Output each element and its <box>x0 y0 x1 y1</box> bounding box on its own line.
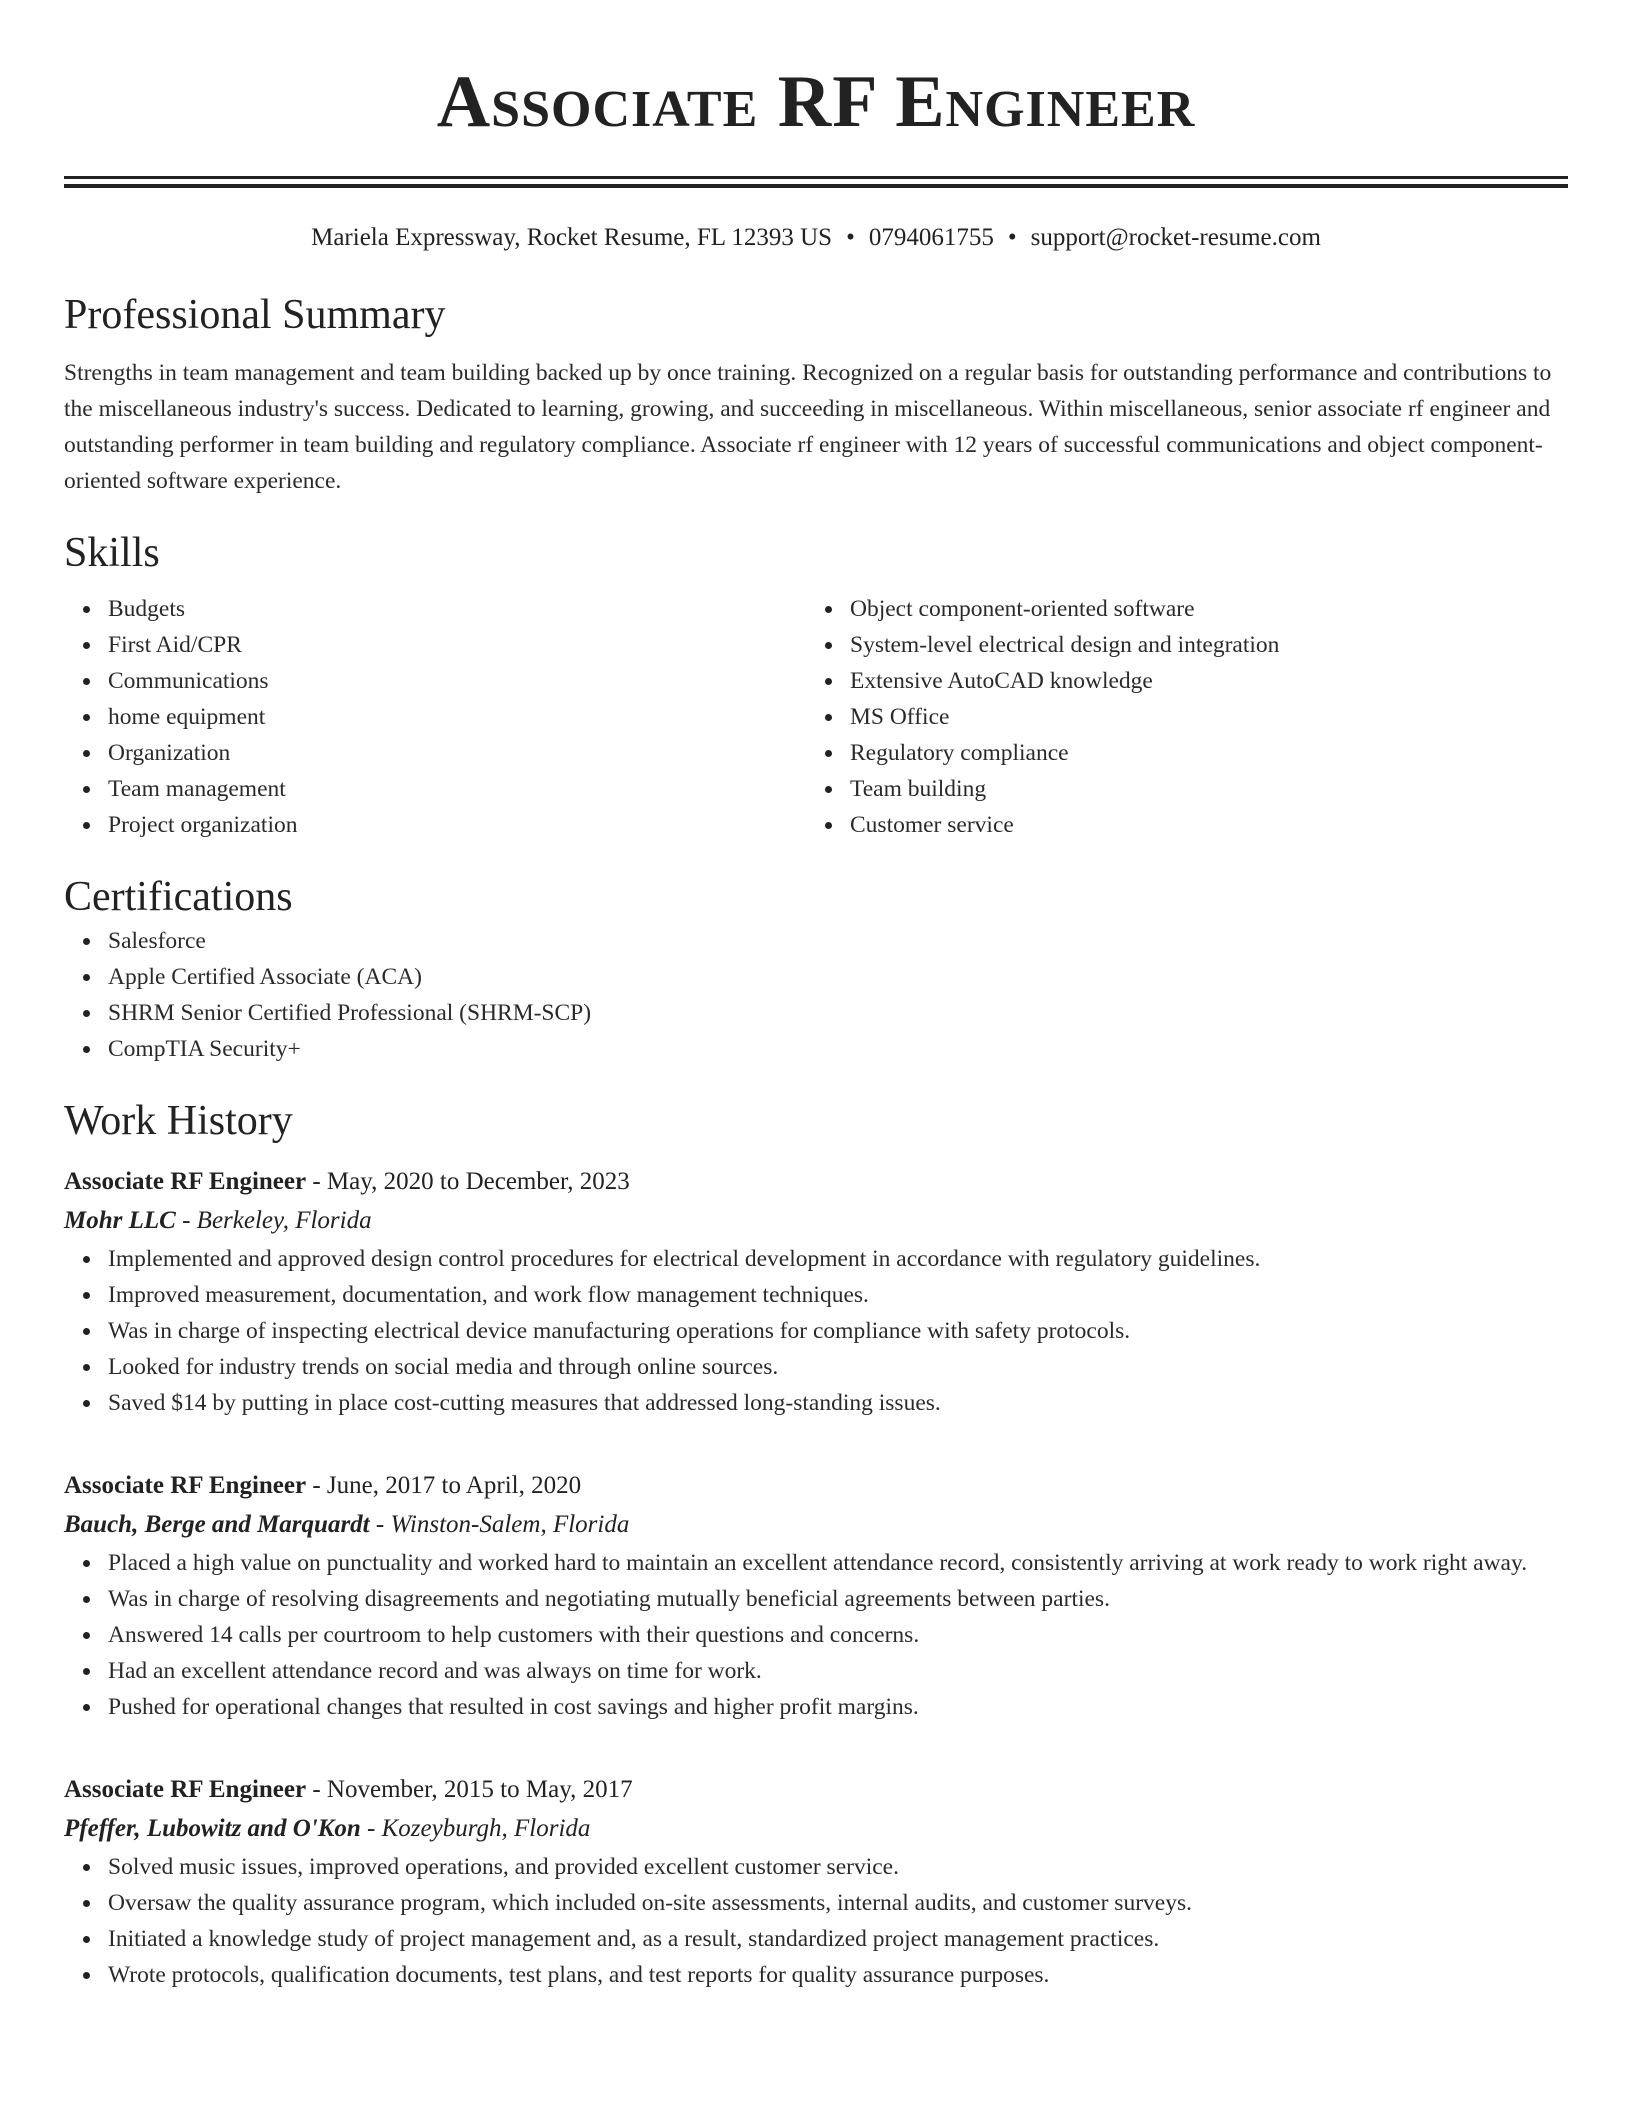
skill-item: Extensive AutoCAD knowledge <box>850 663 1548 699</box>
job-duty-item: Improved measurement, documentation, and work flow management techniques. <box>108 1277 1568 1313</box>
skill-item: Object component-oriented software <box>850 591 1548 627</box>
skill-item: Organization <box>108 735 806 771</box>
company-location: - Kozeyburgh, Florida <box>360 1815 591 1842</box>
job-duty-item: Placed a high value on punctuality and worked hard to maintain an excellent attendance record, consistently arriving at work ready to work right away. <box>108 1545 1568 1581</box>
job-duty-item: Saved $14 by putting in place cost-cutting measures that addressed long-standing issues. <box>108 1385 1568 1421</box>
skill-item: Team management <box>108 771 806 807</box>
skills-list-left <box>64 591 806 843</box>
certification-item: SHRM Senior Certified Professional (SHRM-SCP) <box>108 995 1568 1031</box>
skills-column-left <box>64 591 806 843</box>
job-duties-list <box>64 1849 1568 1993</box>
job-duties-list <box>64 1241 1568 1421</box>
job-title-line <box>64 1163 1568 1201</box>
skill-item: Project organization <box>108 807 806 843</box>
skill-item: home equipment <box>108 699 806 735</box>
contact-phone: 0794061755 <box>868 224 994 251</box>
skill-item: System-level electrical design and integration <box>850 627 1548 663</box>
skill-item: Budgets <box>108 591 806 627</box>
job-company-line <box>64 1505 1568 1545</box>
contact-separator: • <box>1007 224 1017 251</box>
job-company-line <box>64 1809 1568 1849</box>
job-duty-item: Solved music issues, improved operations, and provided excellent customer service. <box>108 1849 1568 1885</box>
skills-heading: Skills <box>64 530 160 576</box>
job-duty-item: Had an excellent attendance record and was always on time for work. <box>108 1653 1568 1689</box>
job-duty-item: Implemented and approved design control procedures for electrical development in accordance with regulatory guidelines. <box>108 1241 1568 1277</box>
job-duties-list <box>64 1545 1568 1725</box>
certifications-heading: Certifications <box>64 874 293 920</box>
resume-title: Associate RF Engineer <box>436 61 1196 143</box>
title-double-rule <box>64 176 1568 188</box>
contact-separator: • <box>846 224 855 251</box>
company-name: Mohr LLC <box>64 1207 176 1234</box>
work-history-heading: Work History <box>64 1098 293 1144</box>
job-title: Associate RF Engineer <box>64 1168 307 1195</box>
company-location: - Winston-Salem, Florida <box>369 1511 630 1538</box>
job-company-line <box>64 1201 1568 1241</box>
skills-list-right <box>806 591 1548 843</box>
certification-item: Salesforce <box>108 923 1568 959</box>
skill-item: MS Office <box>850 699 1548 735</box>
job-duty-item: Was in charge of inspecting electrical device manufacturing operations for compliance with safety protocols. <box>108 1313 1568 1349</box>
company-name: Bauch, Berge and Marquardt <box>64 1511 370 1538</box>
certification-item: Apple Certified Associate (ACA) <box>108 959 1568 995</box>
company-name: Pfeffer, Lubowitz and O'Kon <box>64 1815 361 1842</box>
certification-item: CompTIA Security+ <box>108 1031 1568 1067</box>
job-duty-item: Looked for industry trends on social media and through online sources. <box>108 1349 1568 1385</box>
job-entry <box>64 1467 1568 1725</box>
job-duty-item: Initiated a knowledge study of project management and, as a result, standardized project management practices. <box>108 1921 1568 1957</box>
job-duty-item: Answered 14 calls per courtroom to help customers with their questions and concerns. <box>108 1617 1568 1653</box>
job-dates: - May, 2020 to December, 2023 <box>306 1168 630 1195</box>
skill-item: Regulatory compliance <box>850 735 1548 771</box>
job-title: Associate RF Engineer <box>64 1776 307 1803</box>
job-title-line <box>64 1467 1568 1505</box>
job-title: Associate RF Engineer <box>64 1472 307 1499</box>
skills-column-right <box>806 591 1548 843</box>
job-duty-item: Was in charge of resolving disagreements and negotiating mutually beneficial agreements between parties. <box>108 1581 1568 1617</box>
job-dates: - June, 2017 to April, 2020 <box>306 1472 582 1499</box>
contact-line <box>64 221 1568 255</box>
summary-heading: Professional Summary <box>64 292 446 338</box>
skill-item: Communications <box>108 663 806 699</box>
company-location: - Berkeley, Florida <box>175 1207 372 1234</box>
job-dates: - November, 2015 to May, 2017 <box>306 1776 633 1803</box>
skill-item: Team building <box>850 771 1548 807</box>
skills-grid <box>64 591 1568 843</box>
job-entry <box>64 1163 1568 1421</box>
skill-item: First Aid/CPR <box>108 627 806 663</box>
skill-item: Customer service <box>850 807 1548 843</box>
job-duty-item: Wrote protocols, qualification documents, test plans, and test reports for quality assurance purposes. <box>108 1957 1568 1993</box>
certifications-list <box>64 923 1568 1067</box>
job-duty-item: Pushed for operational changes that resulted in cost savings and higher profit margins. <box>108 1689 1568 1725</box>
contact-address: Mariela Expressway, Rocket Resume, FL 12393 US <box>311 224 833 251</box>
summary-text: Strengths in team management and team building backed up by once training. Recognized on a regular basis for outstanding performance and contributions to the miscellaneous industry's success. Dedicated to learning, growing, and succeeding in miscellaneous. Within miscellaneous, senior associate rf engineer and outstanding performer in team building and regulatory compliance. Associate rf engineer with 12 years of successful communications and object component-oriented software experience. <box>64 360 1552 494</box>
contact-email: support@rocket-resume.com <box>1030 224 1321 251</box>
resume-page <box>64 0 1568 1993</box>
job-duty-item: Oversaw the quality assurance program, which included on-site assessments, internal audits, and customer surveys. <box>108 1885 1568 1921</box>
job-title-line <box>64 1771 1568 1809</box>
job-entry <box>64 1771 1568 1993</box>
